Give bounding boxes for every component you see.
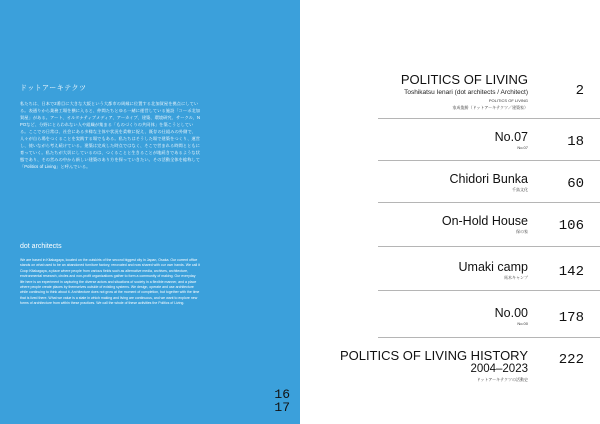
toc-entry-title: POLITICS OF LIVING: [400, 72, 528, 87]
toc-entry-title: POLITICS OF LIVING HISTORY: [339, 348, 528, 363]
toc-entry-page: 2: [575, 83, 584, 99]
table-of-contents: [300, 0, 600, 424]
toc-divider: [378, 118, 600, 119]
toc-entry-title-block: [495, 306, 528, 327]
toc-entry-title-block: [495, 130, 528, 151]
toc-entry-page: 60: [567, 176, 584, 192]
toc-entry-title-block: [340, 349, 528, 383]
toc-entry-subtitle: Toshikatsu Ienari (dot architects / Architect): [404, 89, 528, 96]
toc-entry-title: No.00: [494, 306, 528, 320]
toc-entry-title-block: [442, 214, 528, 235]
toc-entry-subtitle: 2004–2023: [470, 363, 528, 375]
toc-divider: [378, 290, 600, 291]
toc-entry-title: Umaki camp: [458, 260, 528, 274]
en-heading: dot architects: [20, 243, 62, 250]
toc-entry-jp-line: 千鳥文化: [512, 187, 528, 192]
toc-entry-title: Chidori Bunka: [449, 172, 528, 186]
toc-entry-jp-line: ドットアーキテクツの活動史: [476, 377, 528, 382]
toc-entry-jp-line: 馬木キャンプ: [504, 275, 528, 280]
toc-entry-title-block: [459, 260, 528, 281]
toc-divider: [378, 337, 600, 338]
page-numbers: [274, 388, 290, 414]
toc-entry-title-block: [401, 73, 528, 111]
toc-entry-title-block: [449, 172, 528, 193]
toc-divider: [378, 202, 600, 203]
page-number-left: 16: [274, 387, 290, 402]
toc-entry-jp-line: No.00: [517, 321, 528, 326]
toc-entry-page: 106: [558, 218, 584, 234]
toc-entry-title: No.07: [494, 130, 528, 144]
toc-entry-page: 222: [558, 352, 584, 368]
right-page: [300, 0, 600, 424]
toc-entry-jp-line: No.07: [517, 145, 528, 150]
jp-body-text: 私たちは、日本で2番目に大きな大阪という大都市の周縁に位置する北加賀屋を拠点にしている。表通りから業務工場を横に入ると、仲間たちとゆる一緒に運営している施設「コーポ北加賀屋」がある。アート、オルタナティブメディア、アーカイブ、建築、環境研究、サークル、NPOなど、分野にとらわれない人や組織が集まる「ものづくりの共同体」を築こうとしている。ここでの日常は、社会にある多様な主体や状況を柔軟に捉え、既存の仕組みの外側で、人々が自ら場をつくることを実践する場でもある。私たちはそうした場で建築をつくり、運営し、使いながら考え続けている。建築は完成した時点ではなく、そこで営まれる時間とともに育っていく。私たちが大切にしているのは、つくることと生きることが地続きであるような状態であり、その営みの中から新しい建築のあり方を探っていきたい。その活動全体を総称して「Politics of Living」と呼んでいる。: [20, 101, 201, 169]
toc-entry-page: 178: [558, 310, 584, 326]
toc-entry-title: On-Hold House: [441, 214, 528, 228]
en-body-text: We are based in Kitakagaya, located on the outskirts of the second biggest city in Japan, Osaka. Our current office stands on what used to be an abandoned furniture factory, renovated and now shared with our own hands. We call it Coop Kitakagaya, a place where people from various fields such as alternative media, archives, architecture, environmental research, circles and non-profit organizations gather to form a community of making. Our everyday life here is an experiment in capturing the diverse actors and situations of society in a flexible manner, and a place where people create places by themselves outside of existing systems. We design, operate and use architecture while continuing to think about it. Architecture does not grow at the moment of completion, but together with the time that is lived there. What we value is a state in which making and living are continuous, and we want to explore new forms of architecture from within these practices. We call the whole of these activities the Politics of Living.: [20, 258, 200, 306]
toc-entry-page: 18: [567, 134, 584, 150]
toc-divider: [378, 246, 600, 247]
toc-entry-page: 142: [558, 264, 584, 280]
page-number-right: 17: [274, 400, 290, 415]
toc-entry-jp-line: POLITICS OF LIVING: [488, 98, 528, 103]
jp-heading: ドットアーキテクツ: [20, 85, 87, 92]
toc-entry-jp-line: 家成俊勝（ドットアーキテクツ／建築家）: [452, 105, 528, 110]
toc-entry-jp-line: 保の家: [516, 229, 528, 234]
toc-divider: [378, 160, 600, 161]
